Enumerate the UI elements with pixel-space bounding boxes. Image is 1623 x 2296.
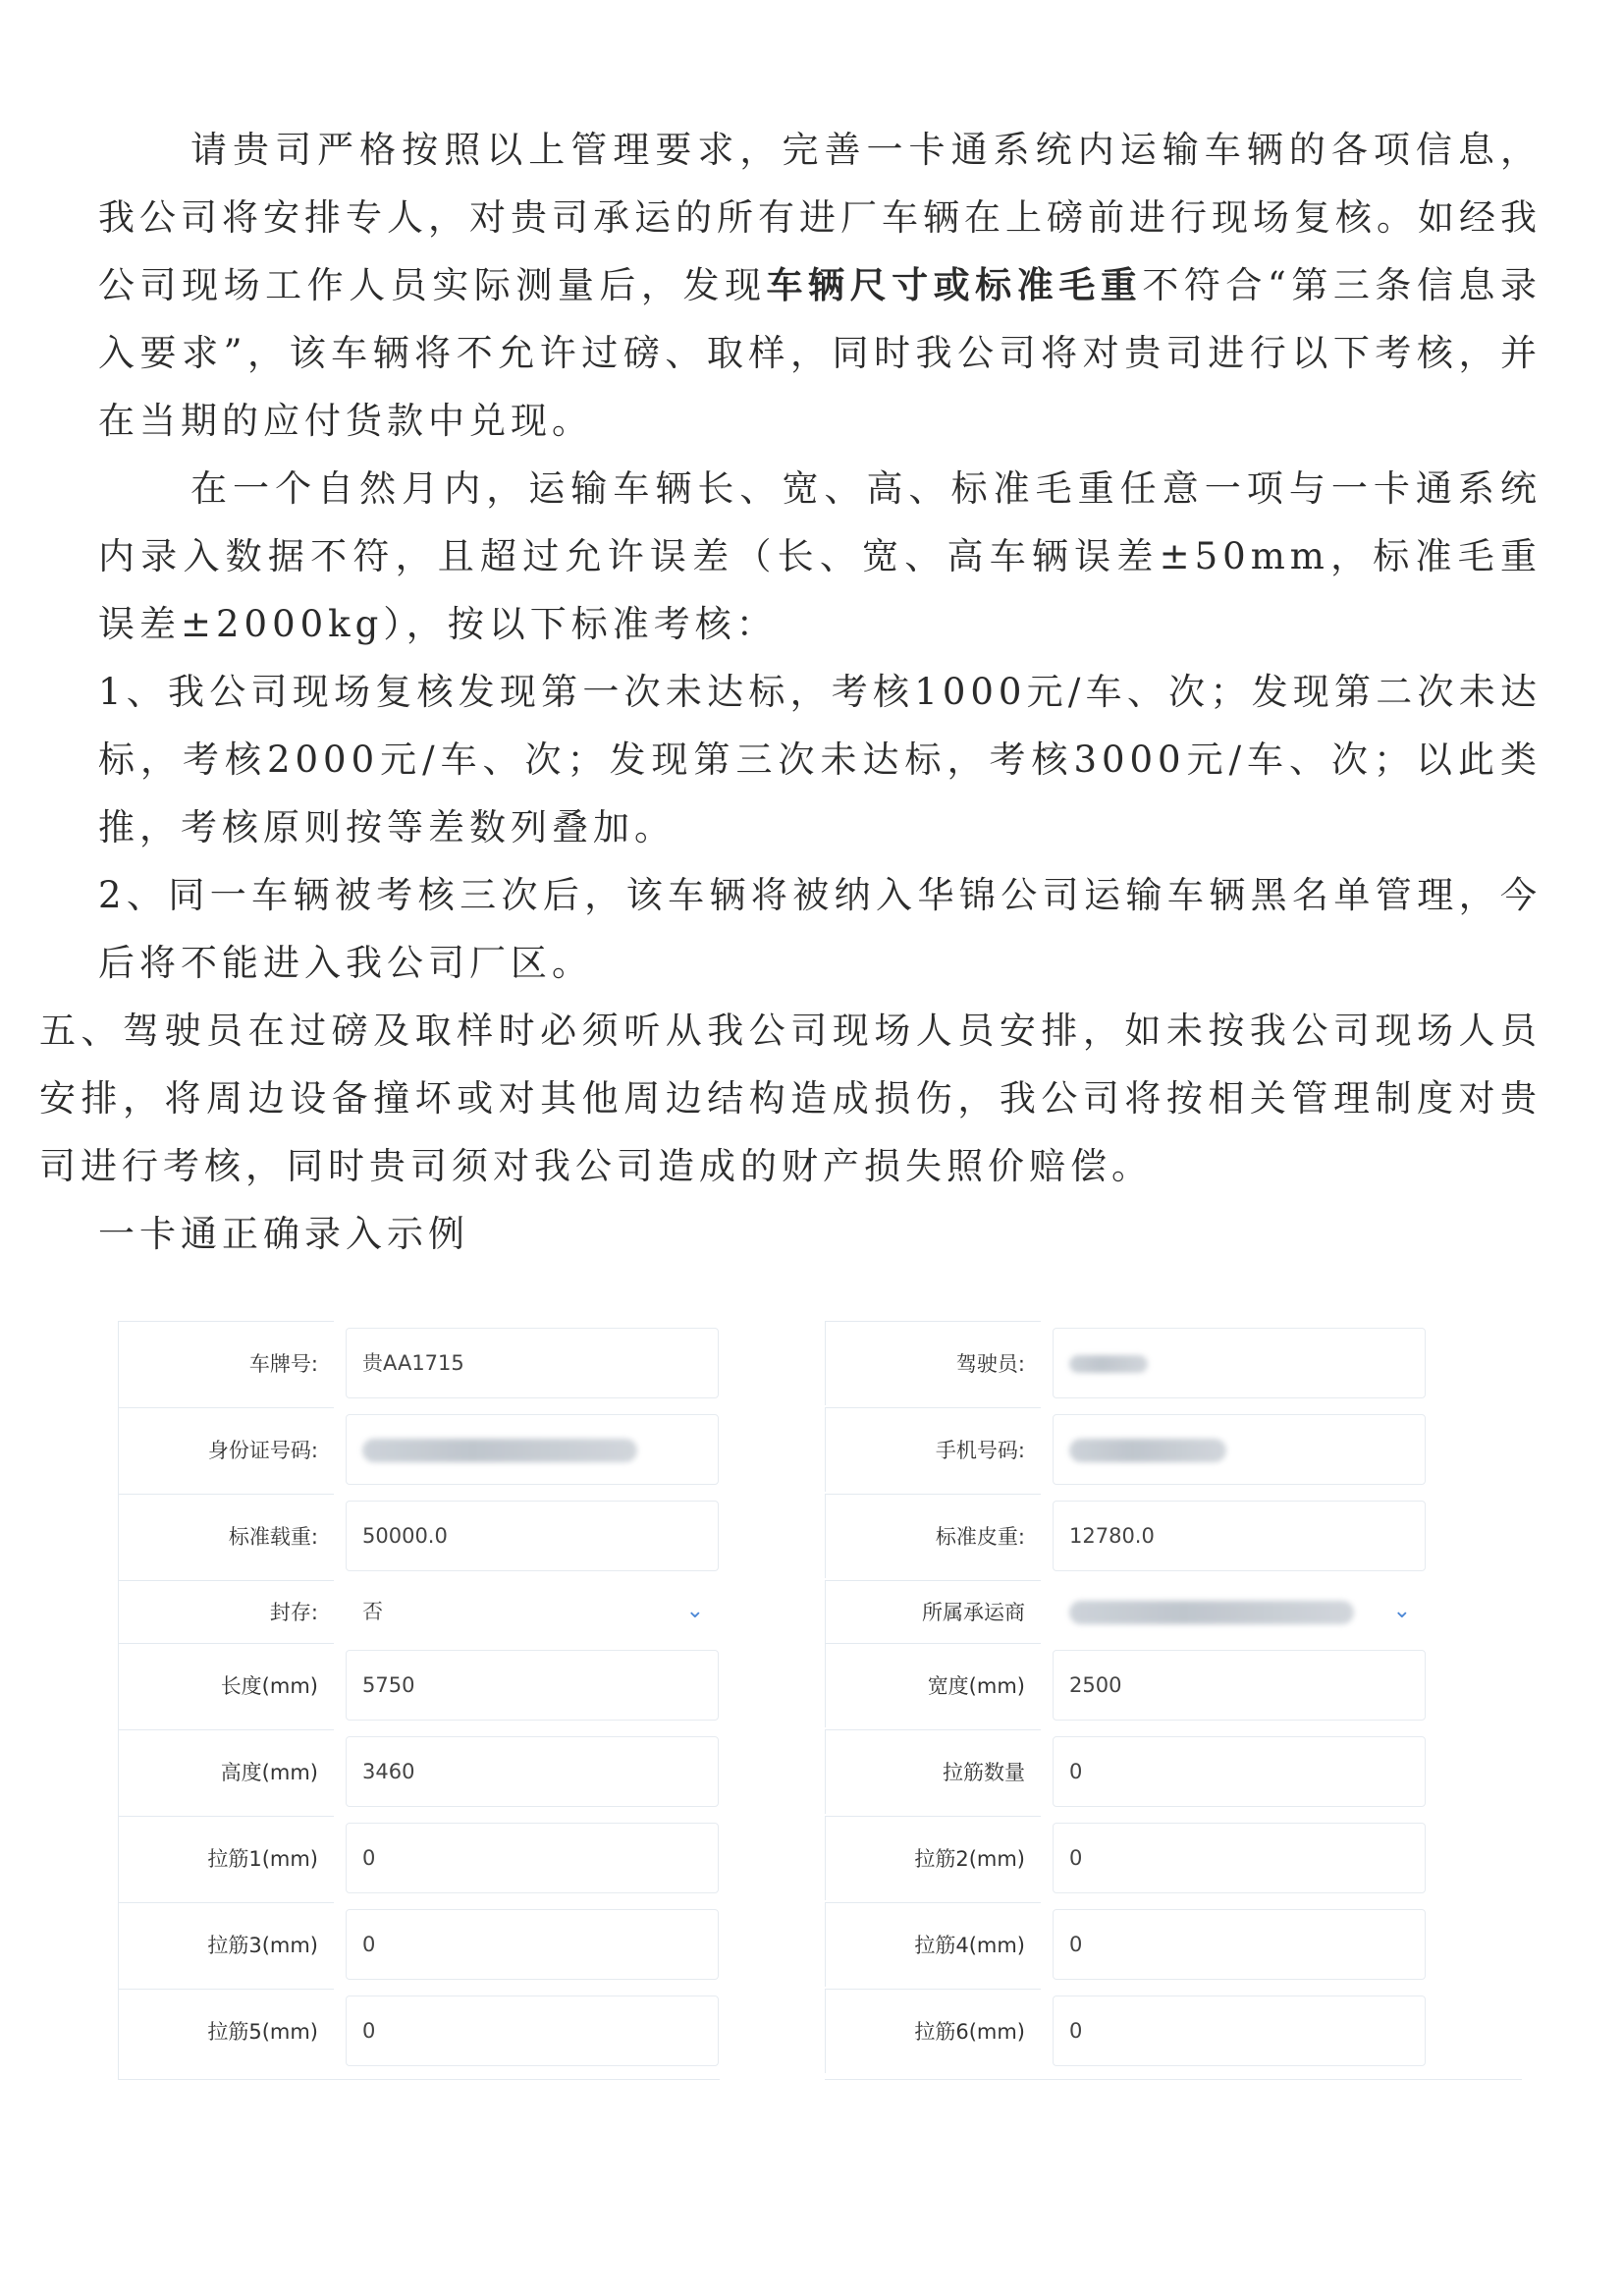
sealed-value: 否: [362, 1600, 383, 1623]
redacted-value: [362, 1439, 637, 1462]
length-label: 长度(mm): [118, 1643, 334, 1727]
sealed-select[interactable]: [346, 1580, 719, 1643]
driver-field[interactable]: [1053, 1328, 1426, 1398]
rib-2-label: 拉筋2(mm): [825, 1816, 1041, 1900]
id-number-field[interactable]: [346, 1414, 719, 1485]
rib-4-label: 拉筋4(mm): [825, 1902, 1041, 1987]
carrier-label: 所属承运商: [825, 1580, 1041, 1643]
width-label: 宽度(mm): [825, 1643, 1041, 1727]
rib-count-label: 拉筋数量: [825, 1729, 1041, 1814]
height-label: 高度(mm): [118, 1729, 334, 1814]
id-number-label: 身份证号码:: [118, 1407, 334, 1492]
form-row: [118, 1643, 1522, 1729]
form-row: [118, 1407, 1522, 1494]
paragraph-item-2: 2、同一车辆被考核三次后，该车辆将被纳入华锦公司运输车辆黑名单管理，今后将不能进入我公司厂区。: [98, 874, 1542, 984]
rib-5-field[interactable]: 0: [346, 1995, 719, 2066]
paragraph-text: 请贵司严格按照以上管理要求，完善一卡通系统内运输车辆的各项信息，我公司将安排专人，对贵司承运的所有进厂车辆在上磅前进行现场复核。如经我公司现场工作人员实际测量后，发现: [98, 129, 1542, 306]
redacted-value: [1069, 1355, 1148, 1373]
rib-1-label: 拉筋1(mm): [118, 1816, 334, 1900]
form-row: [118, 1729, 1522, 1816]
form-row: [118, 1580, 1522, 1643]
rib-3-field[interactable]: 0: [346, 1909, 719, 1980]
rib-6-label: 拉筋6(mm): [825, 1989, 1041, 2073]
rib-4-field[interactable]: 0: [1053, 1909, 1426, 1980]
rib-1-field[interactable]: 0: [346, 1823, 719, 1893]
emphasis-text: 车辆尺寸或标准毛重: [766, 263, 1143, 306]
plate-number-label: 车牌号:: [118, 1321, 334, 1405]
redacted-value: [1069, 1439, 1226, 1462]
driver-label: 驾驶员:: [825, 1321, 1041, 1405]
form-row: [118, 1494, 1522, 1580]
rib-6-field[interactable]: 0: [1053, 1995, 1426, 2066]
tare-weight-field[interactable]: 12780.0: [1053, 1501, 1426, 1571]
rib-2-field[interactable]: 0: [1053, 1823, 1426, 1893]
length-field[interactable]: 5750: [346, 1650, 719, 1721]
form-row: [118, 1321, 1522, 1407]
form-row: [118, 1989, 1522, 2075]
rib-count-field[interactable]: 0: [1053, 1736, 1426, 1807]
phone-label: 手机号码:: [825, 1407, 1041, 1492]
chevron-down-icon: ⌄: [1392, 1599, 1411, 1623]
tare-weight-label: 标准皮重:: [825, 1494, 1041, 1578]
height-field[interactable]: 3460: [346, 1736, 719, 1807]
paragraph-requirements: [98, 116, 1542, 455]
plate-number-field[interactable]: 贵AA1715: [346, 1328, 719, 1398]
example-heading: 一卡通正确录入示例: [98, 1213, 469, 1255]
sealed-label: 封存:: [118, 1580, 334, 1643]
chevron-down-icon: ⌄: [685, 1599, 704, 1623]
form-row: [118, 1902, 1522, 1989]
paragraph-tolerance: 在一个自然月内，运输车辆长、宽、高、标准毛重任意一项与一卡通系统内录入数据不符，且超过允许误差（长、宽、高车辆误差±50mm，标准毛重误差±2000kg），按以下标准考核：: [98, 467, 1542, 645]
rib-3-label: 拉筋3(mm): [118, 1902, 334, 1987]
width-field[interactable]: 2500: [1053, 1650, 1426, 1721]
vehicle-info-form: [118, 1321, 1522, 2079]
redacted-value: [1069, 1601, 1354, 1624]
rated-load-field[interactable]: 50000.0: [346, 1501, 719, 1571]
paragraph-text: 不符合“第三条信息录入要求”，该车辆将不允许过磅、取样，同时我公司将对贵司进行以下考核，并在当期的应付货款中兑现。: [98, 264, 1542, 442]
rated-load-label: 标准载重:: [118, 1494, 334, 1578]
document-body: [39, 116, 1542, 1268]
carrier-select[interactable]: [1053, 1580, 1426, 1643]
rib-5-label: 拉筋5(mm): [118, 1989, 334, 2073]
form-row: [118, 1816, 1522, 1902]
phone-field[interactable]: [1053, 1414, 1426, 1485]
paragraph-section-five: 五、驾驶员在过磅及取样时必须听从我公司现场人员安排，如未按我公司现场人员安排，将周边设备撞坏或对其他周边结构造成损伤，我公司将按相关管理制度对贵司进行考核，同时贵司须对我公司造成的财产损失照价赔偿。: [39, 1010, 1542, 1187]
paragraph-item-1: 1、我公司现场复核发现第一次未达标，考核1000元/车、次；发现第二次未达标，考核2000元/车、次；发现第三次未达标，考核3000元/车、次；以此类推，考核原则按等差数列叠加。: [98, 671, 1542, 848]
